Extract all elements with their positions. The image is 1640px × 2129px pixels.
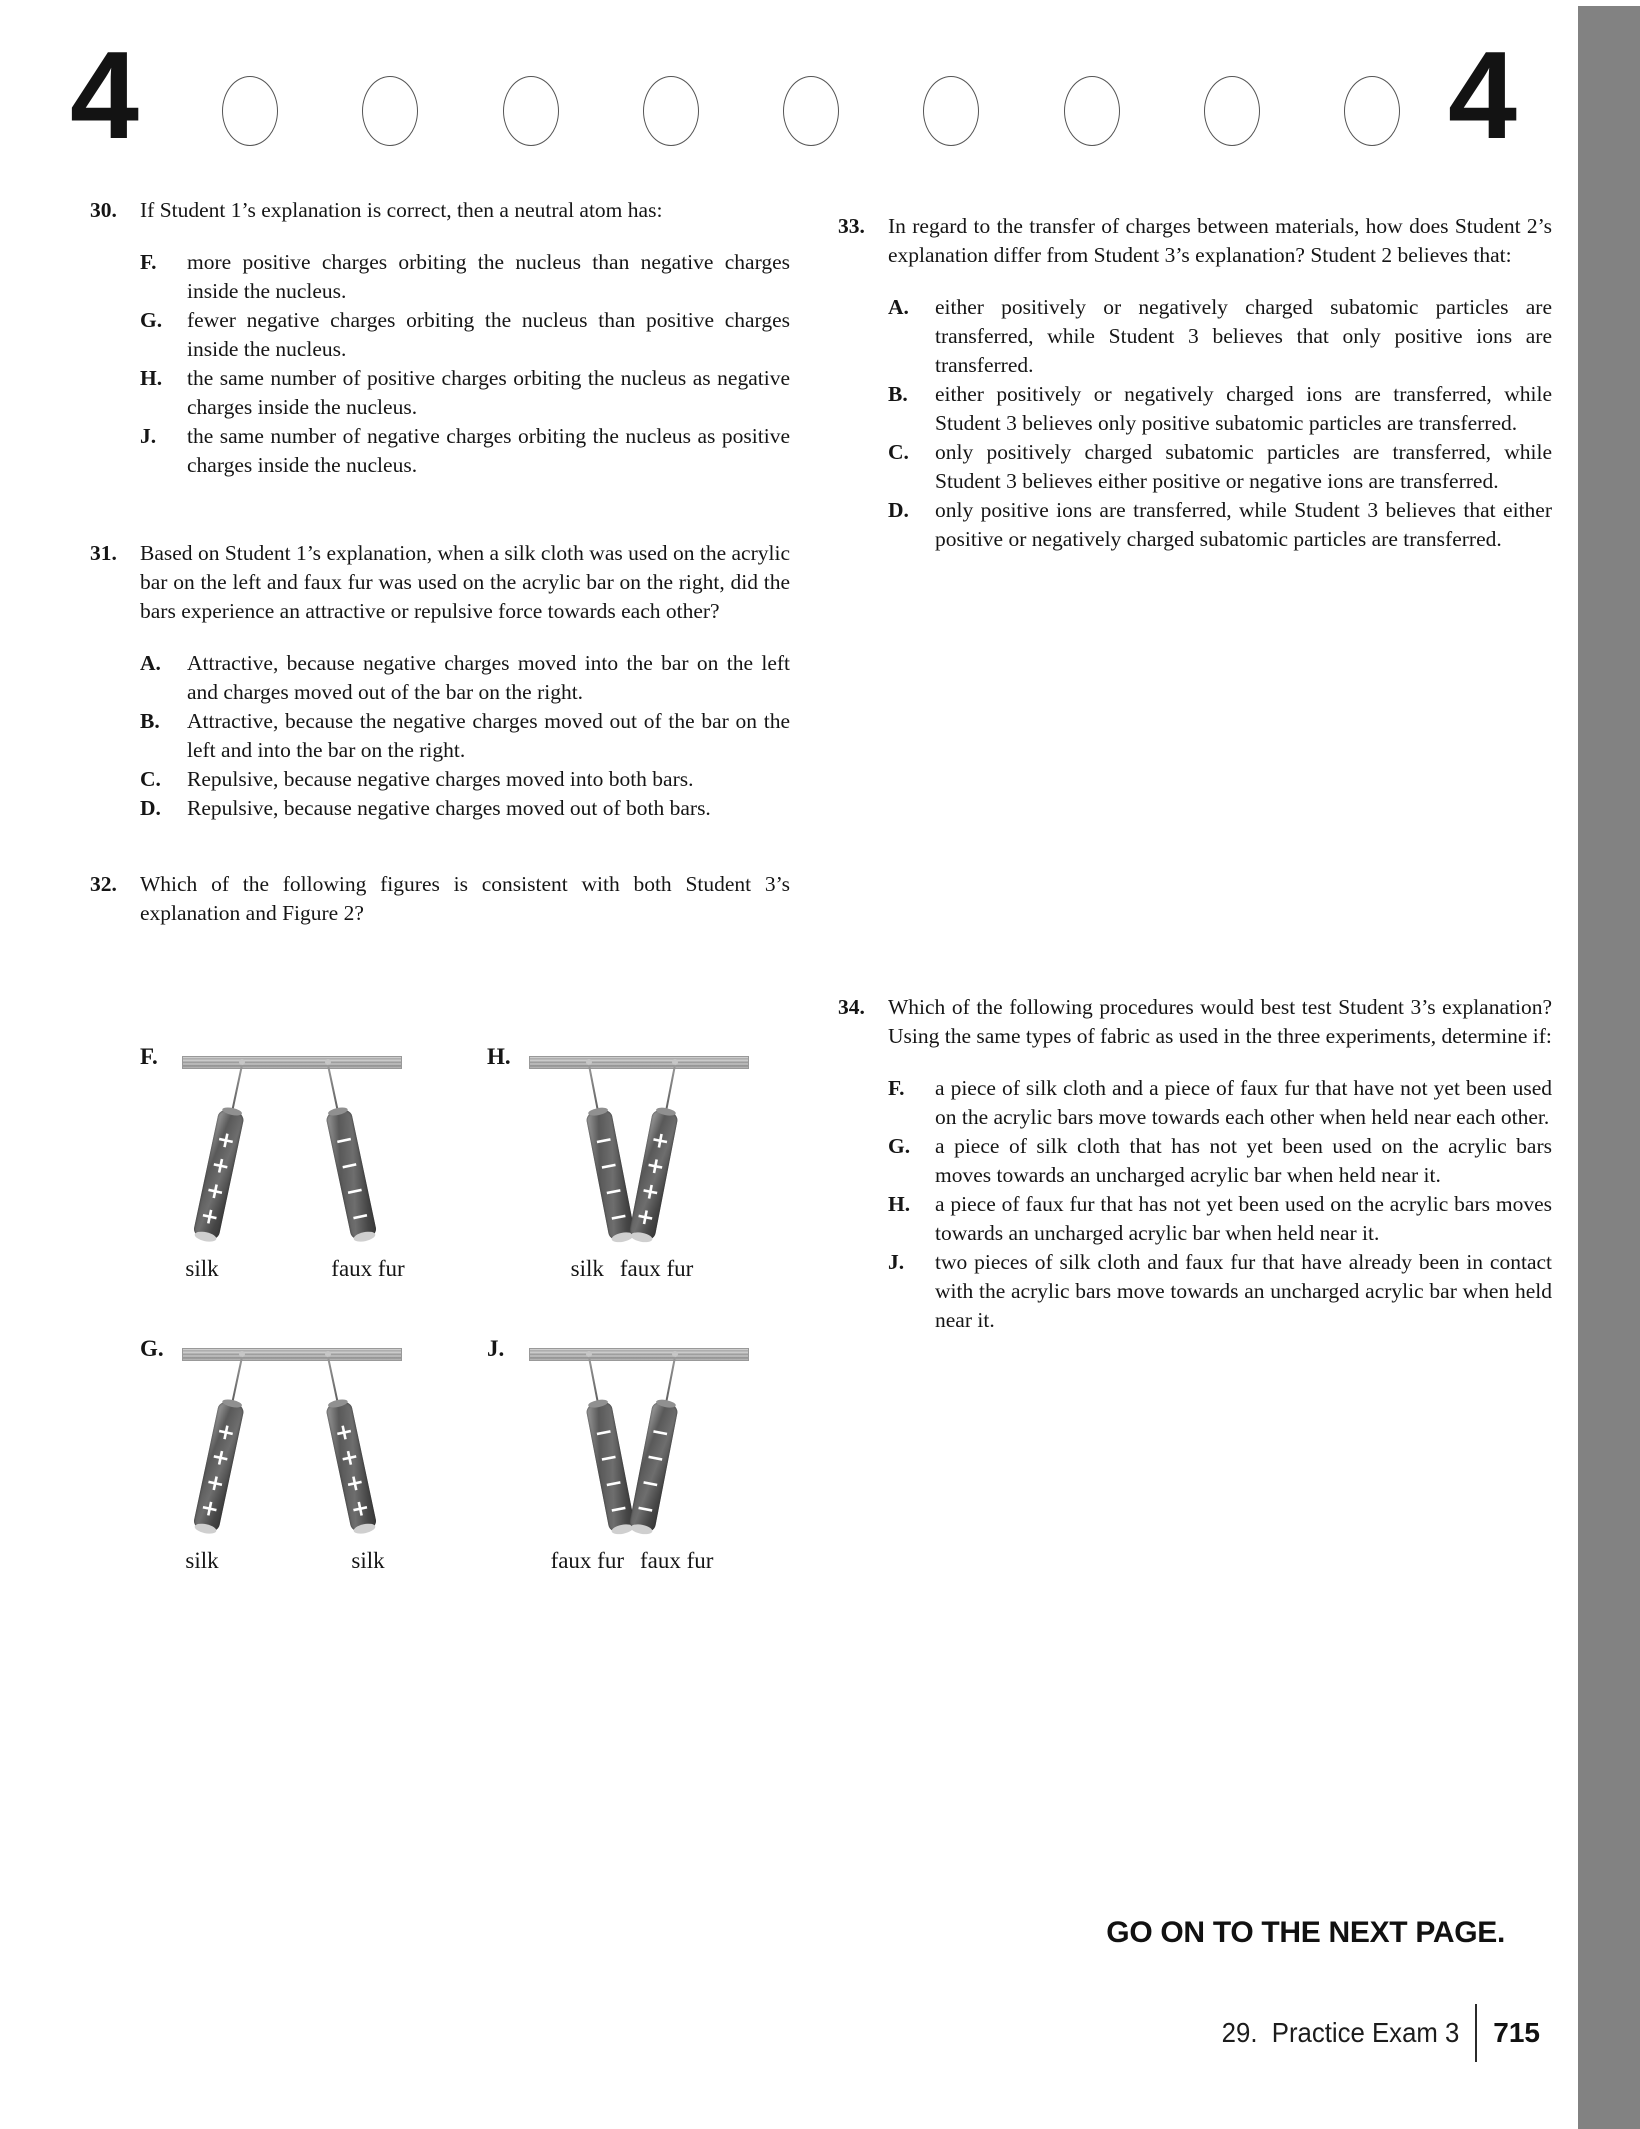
string <box>327 1065 339 1110</box>
option-D <box>888 496 1552 554</box>
options-list <box>888 293 1552 554</box>
charged-bar <box>325 1399 378 1534</box>
question-number: 34. <box>838 995 865 1019</box>
bar-label: faux fur <box>331 1256 405 1281</box>
charge-symbol: − <box>597 1152 621 1181</box>
option-letter: G. <box>888 1134 911 1158</box>
option-letter: G. <box>140 308 163 332</box>
question-stem: Which of the following procedures would best test Student 3’s explanation? Using the same types of fabric as used in the three experiments, determine if: <box>888 995 1552 1048</box>
charge-symbol: + <box>332 1418 356 1447</box>
header-section-number-right: 4 <box>1448 27 1514 165</box>
figure-J <box>487 1336 799 1594</box>
option-letter: D. <box>140 796 161 820</box>
option-text: Attractive, because negative charges moved into the bar on the left and charges moved out of the bar on the right. <box>187 651 790 704</box>
option-F <box>888 1074 1552 1132</box>
option-text: fewer negative charges orbiting the nucleus than positive charges inside the nucleus. <box>187 308 790 361</box>
charge-symbol: + <box>208 1152 233 1181</box>
figure-F <box>140 1044 452 1302</box>
charge-symbols <box>589 1421 633 1522</box>
string <box>665 1065 676 1111</box>
charged-bar <box>192 1107 245 1242</box>
question-stem: Which of the following figures is consistent with both Student 3’s explanation and Figure 2? <box>140 872 790 925</box>
charge-symbol: − <box>597 1444 621 1473</box>
options-list <box>140 248 790 480</box>
question-number: 31. <box>90 541 117 565</box>
charged-bar <box>628 1400 679 1535</box>
pendulum <box>192 1354 254 1534</box>
page-number: 715 <box>1493 2017 1540 2048</box>
bar-label: faux fur <box>550 1548 624 1573</box>
pendulum <box>315 1062 377 1242</box>
string <box>588 1357 599 1403</box>
bar-label: faux fur <box>640 1548 714 1573</box>
option-text: Repulsive, because negative charges moved into both bars. <box>187 767 694 791</box>
option-text: the same number of negative charges orbiting the nucleus as positive charges inside the nucleus. <box>187 424 790 477</box>
option-text: two pieces of silk cloth and faux fur that have already been in contact with the acrylic bars move towards an uncharged acrylic bar when held near it. <box>935 1250 1552 1332</box>
option-text: Repulsive, because negative charges moved out of both bars. <box>187 796 711 820</box>
figure-H <box>487 1044 799 1302</box>
option-A <box>140 649 790 707</box>
option-text: Attractive, because the negative charges moved out of the bar on the left and into the bar on the right. <box>187 709 790 762</box>
charged-bar <box>628 1108 679 1243</box>
charge-symbol: + <box>198 1202 222 1232</box>
question-number: 32. <box>90 872 117 896</box>
charge-symbol: − <box>592 1419 616 1448</box>
charge-symbol: + <box>214 1418 238 1447</box>
charge-symbol: + <box>208 1444 233 1473</box>
footer-source-label: 29. Practice Exam 3 <box>1221 2017 1460 2048</box>
charge-symbols <box>329 1126 375 1232</box>
string <box>231 1065 243 1110</box>
option-text: a piece of silk cloth and a piece of faux fur that have not yet been used on the acrylic bars move towards each other when held near each other. <box>935 1076 1552 1129</box>
option-text: only positive ions are transferred, while Student 3 believes that either positive or negatively charged subatomic particles are transferred. <box>935 498 1552 551</box>
option-letter: B. <box>888 382 908 406</box>
answer-bubble <box>222 76 278 146</box>
figure-label: F. <box>140 1044 158 1069</box>
charged-bar <box>325 1107 378 1242</box>
option-A <box>888 293 1552 380</box>
go-on-instruction: GO ON TO THE NEXT PAGE. <box>1106 1916 1505 1949</box>
hanging-rod <box>529 1056 749 1069</box>
pendulum <box>628 1063 687 1243</box>
question-34 <box>838 993 1552 1335</box>
charge-symbol: + <box>633 1203 657 1232</box>
option-letter: J. <box>140 424 157 448</box>
charge-symbols <box>195 1418 241 1524</box>
right-column <box>838 212 1552 1335</box>
charge-symbol: + <box>203 1469 227 1498</box>
bar-label: faux fur <box>619 1256 694 1281</box>
question-31 <box>90 539 790 823</box>
answer-bubble-row <box>222 76 1400 146</box>
option-letter: H. <box>888 1192 911 1216</box>
option-letter: B. <box>140 709 160 733</box>
charge-symbol: + <box>203 1177 227 1206</box>
question-30 <box>90 196 790 480</box>
string <box>588 1065 599 1111</box>
charge-symbols <box>329 1418 375 1524</box>
charge-symbol: + <box>198 1494 222 1524</box>
bar-label: silk <box>185 1256 219 1281</box>
answer-bubble <box>1204 76 1260 146</box>
charge-symbol: − <box>592 1127 616 1156</box>
option-letter: A. <box>888 295 909 319</box>
option-letter: C. <box>140 767 161 791</box>
charge-symbol: + <box>214 1126 238 1155</box>
question-number: 33. <box>838 214 865 238</box>
string <box>327 1357 339 1402</box>
option-letter: F. <box>140 250 157 274</box>
charged-bar <box>192 1399 245 1534</box>
footer-credits <box>1201 2002 1540 2064</box>
option-text: more positive charges orbiting the nucleus than negative charges inside the nucleus. <box>187 250 790 303</box>
option-D <box>140 794 790 823</box>
charge-symbol: − <box>643 1444 667 1473</box>
string <box>231 1357 243 1402</box>
charged-bar <box>585 1400 636 1535</box>
answer-bubble <box>923 76 979 146</box>
option-C <box>140 765 790 794</box>
left-column <box>90 196 790 951</box>
option-text: only positively charged subatomic particles are transferred, while Student 3 believes either positive or negative ions are transferred. <box>935 440 1552 493</box>
option-text: either positively or negatively charged ions are transferred, while Student 3 believes only positive subatomic particles are transferred. <box>935 382 1552 435</box>
option-letter: F. <box>888 1076 905 1100</box>
option-F <box>140 248 790 306</box>
charge-symbol: − <box>332 1126 356 1155</box>
figure-label: G. <box>140 1336 164 1361</box>
option-G <box>140 306 790 364</box>
hanging-rod <box>182 1056 402 1069</box>
charge-symbol: − <box>348 1202 372 1232</box>
charge-symbol: + <box>638 1178 662 1207</box>
option-text: a piece of faux fur that has not yet been used on the acrylic bars moves towards an uncharged acrylic bar when held near it. <box>935 1192 1552 1245</box>
pendulum <box>628 1355 687 1535</box>
hanging-rod <box>182 1348 402 1361</box>
answer-bubble <box>362 76 418 146</box>
option-text: a piece of silk cloth that has not yet been used on the acrylic bars moves towards an uncharged acrylic bar when held near it. <box>935 1134 1552 1187</box>
figure-label: H. <box>487 1044 511 1069</box>
pendulum <box>315 1354 377 1534</box>
option-text: the same number of positive charges orbiting the nucleus as negative charges inside the nucleus. <box>187 366 790 419</box>
answer-bubble <box>1064 76 1120 146</box>
bar-labels <box>522 1548 742 1574</box>
charge-symbol: − <box>337 1152 362 1181</box>
answer-bubble <box>1344 76 1400 146</box>
option-letter: H. <box>140 366 163 390</box>
option-C <box>888 438 1552 496</box>
option-letter: D. <box>888 498 909 522</box>
question-33 <box>838 212 1552 554</box>
charge-symbol: − <box>607 1203 631 1232</box>
figure-label: J. <box>487 1336 505 1361</box>
figure-G <box>140 1336 452 1594</box>
footer-divider <box>1475 2004 1477 2062</box>
bar-label: silk <box>570 1256 604 1281</box>
bar-label: silk <box>351 1548 385 1573</box>
charge-symbol: + <box>648 1127 672 1156</box>
bar-label: silk <box>185 1548 219 1573</box>
option-letter: C. <box>888 440 909 464</box>
option-J <box>888 1248 1552 1335</box>
answer-bubble <box>643 76 699 146</box>
charge-symbols <box>631 1129 675 1230</box>
option-G <box>888 1132 1552 1190</box>
answer-bubble <box>783 76 839 146</box>
charge-symbols <box>631 1421 675 1522</box>
option-letter: A. <box>140 651 161 675</box>
page-edge-gray-bar <box>1578 6 1640 2129</box>
charge-symbol: − <box>638 1470 662 1499</box>
answer-bubble <box>503 76 559 146</box>
question-stem: If Student 1’s explanation is correct, then a neutral atom has: <box>140 198 663 222</box>
question-stem: In regard to the transfer of charges between materials, how does Student 2’s explanation differ from Student 3’s explanation? Student 2 believes that: <box>888 214 1552 267</box>
option-B <box>888 380 1552 438</box>
header-section-number-left: 4 <box>70 27 136 165</box>
charge-symbol: − <box>343 1177 367 1206</box>
charge-symbols <box>195 1126 241 1232</box>
option-J <box>140 422 790 480</box>
charge-symbol: − <box>602 1470 626 1499</box>
option-letter: J. <box>888 1250 905 1274</box>
charge-symbol: + <box>343 1469 367 1498</box>
option-H <box>140 364 790 422</box>
pendulum <box>576 1355 635 1535</box>
charge-symbol: − <box>633 1495 657 1524</box>
charge-symbol: + <box>337 1444 362 1473</box>
question-number: 30. <box>90 198 117 222</box>
hanging-rod <box>529 1348 749 1361</box>
option-H <box>888 1190 1552 1248</box>
option-text: either positively or negatively charged subatomic particles are transferred, while Student 3 believes that only positive ions are transferred. <box>935 295 1552 377</box>
options-list <box>140 649 790 823</box>
pendulum <box>576 1063 635 1243</box>
charge-symbol: − <box>607 1495 631 1524</box>
pendulum <box>192 1062 254 1242</box>
option-B <box>140 707 790 765</box>
charge-symbol: − <box>602 1178 626 1207</box>
charge-symbol: + <box>348 1494 372 1524</box>
charged-bar <box>585 1108 636 1243</box>
question-32 <box>90 870 790 928</box>
charge-symbols <box>589 1129 633 1230</box>
string <box>665 1357 676 1403</box>
bar-labels <box>522 1256 742 1282</box>
charge-symbol: + <box>643 1152 667 1181</box>
options-list <box>888 1074 1552 1335</box>
charge-symbol: − <box>648 1419 672 1448</box>
question-stem: Based on Student 1’s explanation, when a silk cloth was used on the acrylic bar on the left and faux fur was used on the acrylic bar on the right, did the bars experience an attractive or repulsive force towards each other? <box>140 541 790 623</box>
